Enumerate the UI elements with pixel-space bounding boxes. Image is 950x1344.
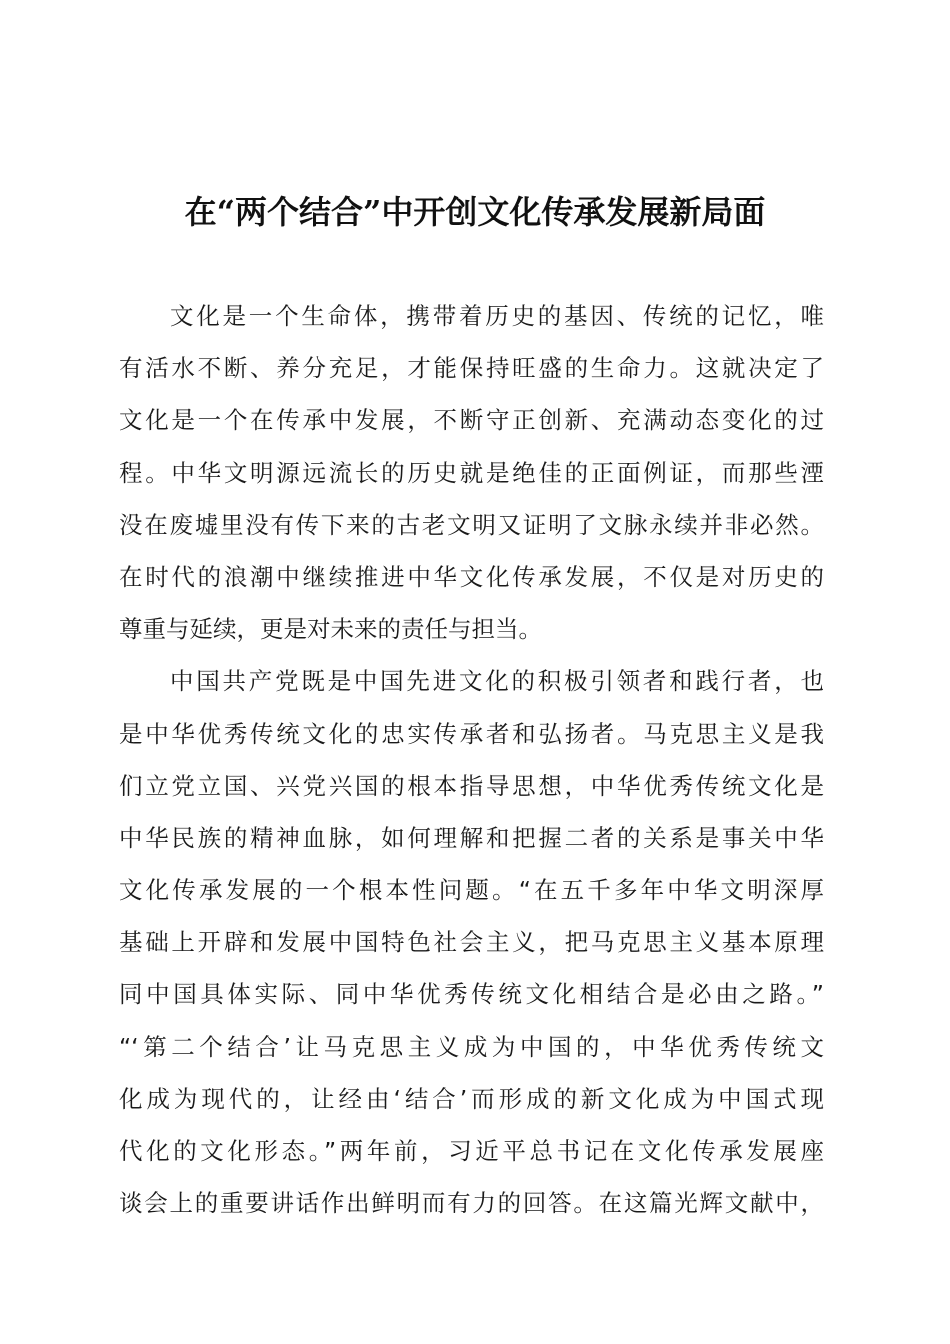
paragraph-line: 尊重与延续，更是对未来的责任与担当。 — [119, 615, 542, 644]
paragraph-2 — [119, 655, 824, 1229]
paragraph-line: 有活水不断、养分充足，才能保持旺盛的生命力。这就决定了 — [119, 354, 824, 383]
paragraph-line: 文化传承发展的一个根本性问题。“在五千多年中华文明深厚 — [119, 876, 824, 905]
document-body — [119, 290, 824, 1229]
paragraph-line: 们立党立国、兴党兴国的根本指导思想，中华优秀传统文化是 — [119, 771, 824, 800]
paragraph-line: 程。中华文明源远流长的历史就是绝佳的正面例证，而那些湮 — [119, 458, 824, 487]
paragraph-line: 谈会上的重要讲话作出鲜明而有力的回答。在这篇光辉文献中， — [119, 1189, 824, 1218]
paragraph-line: 代化的文化形态。”两年前，习近平总书记在文化传承发展座 — [119, 1137, 824, 1165]
paragraph-line: 在时代的浪潮中继续推进中华文化传承发展，不仅是对历史的 — [119, 562, 824, 591]
paragraph-line: 文化是一个在传承中发展，不断守正创新、充满动态变化的过 — [119, 406, 824, 435]
paragraph-line: 是中华优秀传统文化的忠实传承者和弘扬者。马克思主义是我 — [119, 719, 824, 748]
paragraph-line: 基础上开辟和发展中国特色社会主义，把马克思主义基本原理 — [119, 928, 824, 957]
paragraph-line: 没在废墟里没有传下来的古老文明又证明了文脉永续并非必然。 — [119, 510, 824, 539]
paragraph-line: 化成为现代的，让经由‘结合’而形成的新文化成为中国式现 — [119, 1084, 824, 1113]
paragraph-1 — [119, 290, 824, 655]
paragraph-line: “‘第二个结合’让马克思主义成为中国的，中华优秀传统文 — [119, 1032, 824, 1061]
paragraph-line: 中国共产党既是中国先进文化的积极引领者和践行者，也 — [170, 667, 824, 696]
paragraph-line: 同中国具体实际、同中华优秀传统文化相结合是必由之路。” — [119, 980, 824, 1009]
document-title: 在“两个结合”中开创文化传承发展新局面 — [184, 193, 766, 231]
paragraph-line: 文化是一个生命体，携带着历史的基因、传统的记忆，唯 — [170, 302, 824, 330]
paragraph-line: 中华民族的精神血脉，如何理解和把握二者的关系是事关中华 — [119, 823, 824, 852]
